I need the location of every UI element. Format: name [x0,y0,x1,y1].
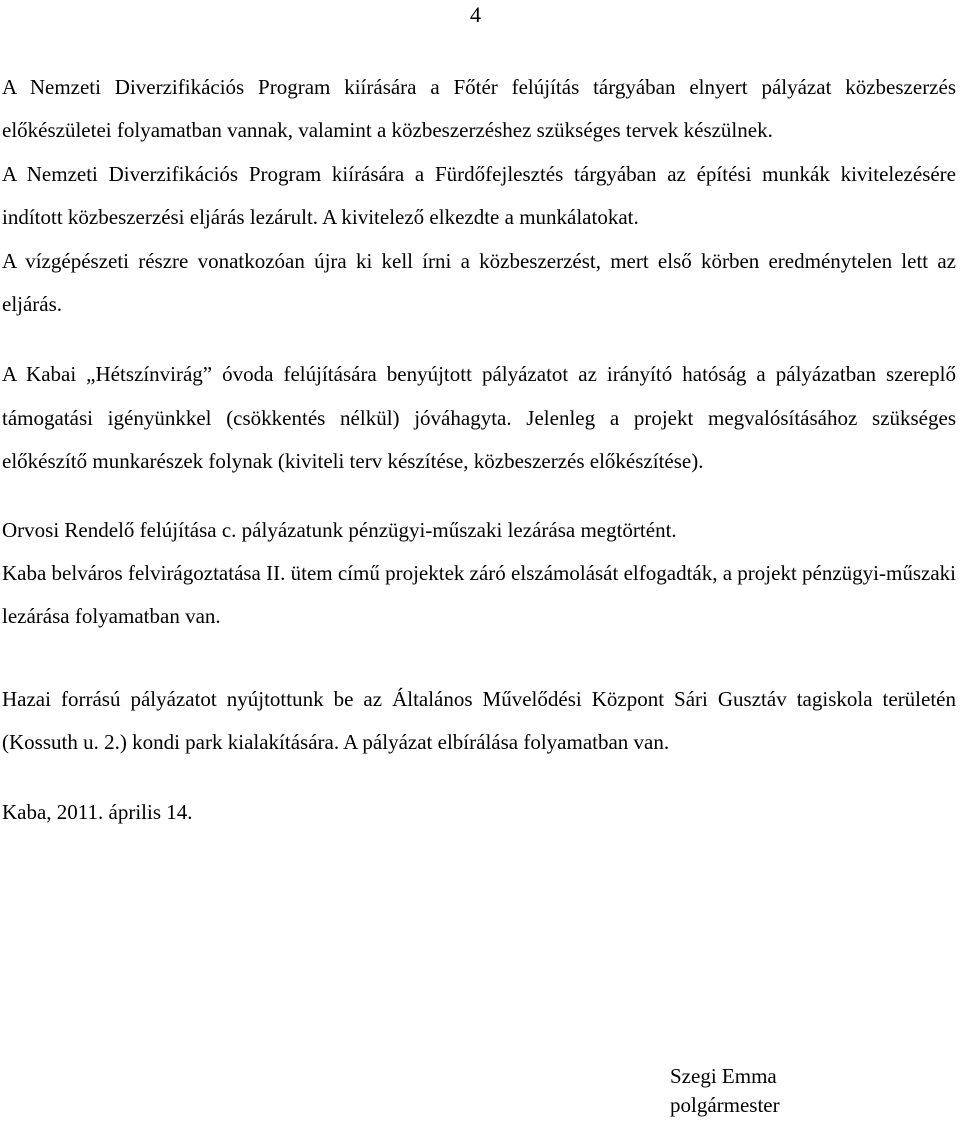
document-body [2,66,956,834]
paragraph-furdofejlesztes: A Nemzeti Diverzifikációs Program kiírására a Fürdőfejlesztés tárgyában az építési munkák kivitelezésére indított közbeszerzési eljárás lezárult. A kivitelező elkezdte a munkálatokat. [2,161,956,230]
paragraph-orvosi-rendelo: Orvosi Rendelő felújítása c. pályázatunk pénzügyi-műszaki lezárása megtörtént. [2,517,677,542]
paragraph-ovoda: A Kabai „Hétszínvirág” óvoda felújítására benyújtott pályázatot az irányító hatóság a pályázatban szereplő támogatási igényünkkel (csökkentés nélkül) jóváhagyta. Jelenleg a projekt megvalósításához szükséges előkészítő munkarészek folynak (kiviteli terv készítése, közbeszerzés előkészítése). [2,362,956,474]
page-number: 4 [470,2,481,27]
paragraph-belvaros: Kaba belváros felvirágoztatása II. ütem című projektek záró elszámolását elfogadták, a projekt pénzügyi-műszaki lezárása folyamatban van. [2,561,956,629]
paragraph-kondi-park: Hazai forrású pályázatot nyújtottunk be az Általános Művelődési Központ Sári Gusztáv tagiskola területén (Kossuth u. 2.) kondi park kialakítására. A pályázat elbírálása folyamatban van. [2,686,956,755]
date-line: Kaba, 2011. április 14. [2,799,193,824]
signature-block [670,1062,780,1120]
signatory-name: Szegi Emma [670,1064,777,1088]
paragraph-fo-ter: A Nemzeti Diverzifikációs Program kiírására a Főtér felújítás tárgyában elnyert pályázat közbeszerzés előkészületei folyamatban vannak, valamint a közbeszerzéshez szükséges tervek készülnek. [2,75,956,143]
signatory-title: polgármester [670,1093,780,1117]
paragraph-vizgepeszet: A vízgépészeti részre vonatkozóan újra ki kell írni a közbeszerzést, mert első körben eredménytelen lett az eljárás. [2,248,956,317]
